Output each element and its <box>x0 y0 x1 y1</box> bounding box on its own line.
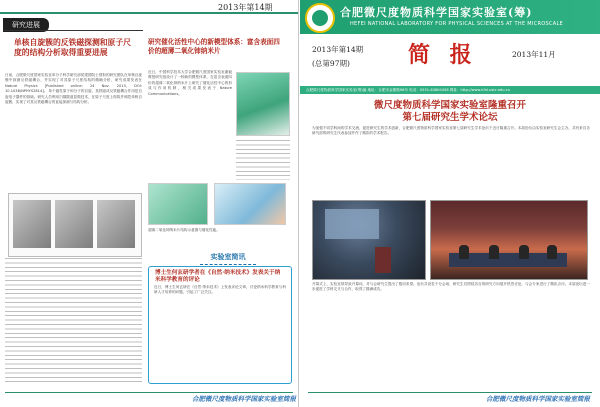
lab-logo-icon <box>305 3 335 33</box>
masthead-title: 简 报 <box>408 42 478 68</box>
article1-body-text: 单个磁性原子和分子的自旋，其铁磁或反铁磁耦合作用是自旋电子器件的基础。研究人员利用扫描隧道显微技术，在原子尺度上构筑并调控单核自旋簇，实现了对其反铁磁耦合的直接探测与结构分析。 <box>5 89 142 105</box>
forum-photo-panel <box>430 200 588 280</box>
left-page <box>0 0 299 407</box>
masthead <box>300 36 600 84</box>
feature-body-continued: 开幕式上，实验室领导致开幕词，对与会研究生提出了殷切希望。论坛共设若干分会场，研究生们围绕各自的研究方向展开热烈讨论，与会专家进行了精彩点评。本届论坛进一步促进了学科交叉与合作，取得了圆满成功。 <box>312 282 590 292</box>
panelist <box>547 245 557 259</box>
masthead-total-issue: (总第97期) <box>312 59 350 68</box>
news-box-title: 博士生何玄研学者在《自然·纳米技术》发表关于纳米科学教育的评论 <box>155 270 281 283</box>
section-header-research: 研究进展 <box>3 18 49 32</box>
figure-panel-a <box>13 200 51 248</box>
figure-panel-c <box>97 200 135 248</box>
article1-title: 单核自旋簇的反铁磁探测和原子尺度的结构分析取得重要进展 <box>14 38 131 57</box>
left-footer: 合肥微尺度物质科学国家实验室简报 <box>192 395 296 403</box>
issue-label: 2013年第14期 <box>218 3 273 12</box>
masthead-issue: 2013年第14期 <box>312 45 364 54</box>
article1-intro-text: 日前，合肥微尺度国家实验室单分子科学研究部侯建国院士领衔的研究团队在单核自旋簇中探测反铁磁耦合，并实现了对其原子尺度结构的精确分析，研究成果发表在 Nature Physics [Published online: 24 Nov. 2013, DOI: 10.1038/NPHYS2814]。 <box>5 73 142 94</box>
footer-rule <box>308 392 592 393</box>
news-box-body: 近日，博士生何玄研在《自然·纳米技术》上发表评论文章，讨论纳米科学教育与科研人才培养的问题，引起了广泛关注。 <box>154 285 286 295</box>
banner-title-en: HEFEI NATIONAL LABORATORY FOR PHYSICAL SCIENCES AT THE MICROSCALE <box>350 21 564 27</box>
lab-banner <box>300 0 600 34</box>
right-page <box>300 0 600 407</box>
panelist <box>519 245 529 259</box>
article2-figure-right <box>214 183 286 225</box>
article2-title: 研究催化活性中心的新模型体系：富含表面四价的超薄二氧化铈纳米片 <box>148 38 280 55</box>
banner-title-cn: 合肥微尺度物质科学国家实验室(筹) <box>340 6 533 19</box>
feature-body: 为加强不同学科间的学术交流，促进研究生的学术创新，合肥微尺度物质科学国家实验室第七届研究生学术论坛于近日隆重召开。本届论坛由实验室研究生会主办，共有来自各研究部的研究生代表参加并作了精彩的学术报告。 <box>312 126 590 136</box>
news-box <box>148 266 292 384</box>
panelist <box>489 245 499 259</box>
article2-figure-structure <box>236 72 290 136</box>
panelist <box>459 245 469 259</box>
article1-figure <box>8 193 142 257</box>
top-rule <box>0 12 298 14</box>
article2-figure-caption: 超薄二氧化铈纳米片结构示意图与催化性能。 <box>148 228 220 232</box>
masthead-month: 2013年11月 <box>512 50 556 59</box>
article2-figure-text <box>236 140 290 180</box>
podium <box>375 247 391 273</box>
right-footer: 合肥微尺度物质科学国家实验室简报 <box>486 395 590 403</box>
figure-panel-b <box>55 200 93 248</box>
feature-title-line1: 微尺度物质科学国家实验室隆重召开 <box>373 100 526 111</box>
section-header-news: 实验室简讯 <box>200 252 256 265</box>
info-bar: 合肥微尺度物质科学国家实验室(筹)编 地址：合肥市金寨路96号 电话：0551-63600458 网址：http://www.hfnl.ustc.edu.cn <box>300 86 600 94</box>
forum-photo-speaker <box>312 200 426 280</box>
section-rule <box>3 30 143 31</box>
projection-screen <box>325 209 379 239</box>
article2-figure-left <box>148 183 208 225</box>
footer-rule <box>5 392 293 393</box>
article2-body: 近日，中国科学技术大学合肥微尺度国家实验室谢毅教授研究组设计了一种新的模型体系，在富含表面四价的超薄二氧化铈纳米片上研究了催化活性中心的形成与作用机制，相关成果发表于 Nature Communications。 <box>148 70 232 96</box>
feature-title <box>300 100 600 124</box>
feature-title-line2: 第七届研究生学术论坛 <box>402 112 498 123</box>
article1-body-continued <box>5 258 142 385</box>
